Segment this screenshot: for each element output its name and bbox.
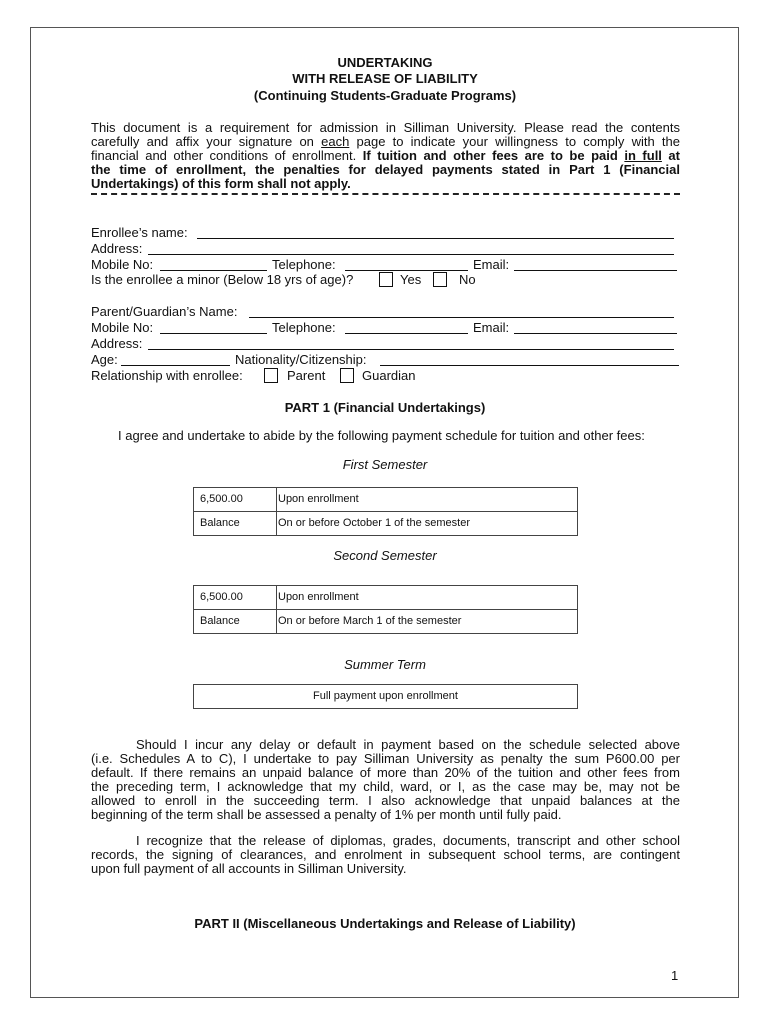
- dashed-divider: [91, 193, 680, 195]
- penalty-line-4: the preceding term, I acknowledge that my child, ward, or I, as the case may be, may not be: [91, 779, 680, 795]
- table-cell: On or before March 1 of the semester: [278, 615, 462, 627]
- second-semester-title: Second Semester: [333, 548, 437, 563]
- table-cell: 6,500.00: [194, 488, 277, 511]
- first-semester-table: [193, 487, 578, 536]
- guardian-age-label: Age:: [91, 352, 118, 367]
- part1-agree: I agree and undertake to abide by the following payment schedule for tuition and other fees:: [118, 428, 645, 443]
- table-row: [194, 586, 577, 609]
- part1-heading: PART 1 (Financial Undertakings): [284, 400, 486, 415]
- release-paragraph: [91, 834, 680, 876]
- enrollee-telephone-label: Telephone:: [272, 257, 336, 272]
- guardian-mobile-label: Mobile No:: [91, 320, 154, 335]
- guardian-address-field[interactable]: [148, 349, 674, 350]
- enrollee-address-field[interactable]: [148, 254, 674, 255]
- guardian-telephone-label: Telephone:: [272, 320, 336, 335]
- parent-label: Parent: [287, 368, 326, 383]
- table-cell: Full payment upon enrollment: [313, 690, 458, 702]
- guardian-age-field[interactable]: [121, 365, 230, 366]
- intro-line-5: Undertakings) of this form shall not apply.: [91, 176, 351, 192]
- summer-term-title: Summer Term: [344, 657, 426, 672]
- guardian-name-label: Parent/Guardian’s Name:: [91, 304, 238, 319]
- doc-title: UNDERTAKING: [337, 55, 433, 70]
- yes-label: Yes: [400, 272, 422, 287]
- enrollee-mobile-label: Mobile No:: [91, 257, 154, 272]
- table-row: [194, 488, 577, 511]
- release-line-1: I recognize that the release of diplomas, grades, documents, transcript and other school: [136, 833, 680, 848]
- intro-line-1: This document is a requirement for admission in Silliman University. Please read the contents: [91, 120, 680, 135]
- penalty-paragraph: [91, 738, 680, 823]
- parent-checkbox[interactable]: [264, 368, 278, 383]
- enrollee-name-label: Enrollee’s name:: [91, 225, 188, 240]
- guardian-nationality-label: Nationality/Citizenship:: [235, 352, 367, 367]
- guardian-email-field[interactable]: [514, 333, 677, 334]
- penalty-line-5: allowed to enroll in the succeeding term. I also acknowledge that unpaid balances at the: [91, 793, 680, 809]
- enrollee-name-field[interactable]: [197, 238, 674, 239]
- enrollee-mobile-field[interactable]: [160, 270, 267, 271]
- guardian-address-label: Address:: [91, 336, 143, 351]
- intro-line-2: carefully and affix your signature on each page to indicate your willingness to comply with the: [91, 134, 680, 150]
- minor-question: Is the enrollee a minor (Below 18 yrs of age)?: [91, 272, 354, 287]
- penalty-line-6: beginning of the term shall be assessed a penalty of 1% per month until fully paid.: [91, 807, 562, 823]
- table-cell: 6,500.00: [194, 586, 277, 609]
- table-cell: Upon enrollment: [278, 493, 359, 505]
- enrollee-telephone-field[interactable]: [345, 270, 468, 271]
- doc-program: (Continuing Students-Graduate Programs): [253, 88, 517, 103]
- guardian-nationality-field[interactable]: [380, 365, 679, 366]
- enrollee-email-field[interactable]: [514, 270, 677, 271]
- first-semester-title: First Semester: [342, 457, 428, 472]
- no-label: No: [459, 272, 476, 287]
- enrollee-email-label: Email:: [473, 257, 510, 272]
- guardian-telephone-field[interactable]: [345, 333, 468, 334]
- enrollee-address-label: Address:: [91, 241, 143, 256]
- intro-paragraph: [91, 121, 680, 191]
- summer-term-table: [193, 684, 578, 709]
- second-semester-table: [193, 585, 578, 634]
- table-cell: Balance: [194, 610, 277, 633]
- doc-subtitle: WITH RELEASE OF LIABILITY: [292, 71, 478, 86]
- penalty-line-2: (i.e. Schedules A to C), I undertake to pay Silliman University as penalty the sum P600.00 per: [91, 751, 680, 767]
- table-row: [194, 511, 577, 535]
- yes-checkbox[interactable]: [379, 272, 393, 287]
- guardian-email-label: Email:: [473, 320, 510, 335]
- page-number: 1: [671, 968, 679, 983]
- guardian-name-field[interactable]: [249, 317, 674, 318]
- intro-line-3: financial and other conditions of enrollment. If tuition and other fees are to be paid in full at: [91, 148, 680, 164]
- release-line-3: upon full payment of all accounts in Silliman University.: [91, 861, 407, 877]
- intro-line-4: the time of enrollment, the penalties for delayed payments stated in Part 1 (Financial: [91, 162, 680, 178]
- table-cell: Upon enrollment: [278, 591, 359, 603]
- guardian-checkbox[interactable]: [340, 368, 354, 383]
- penalty-line-3: default. If there remains an unpaid balance of more than 20% of the tuition and other fees from: [91, 765, 680, 781]
- table-row: [194, 609, 577, 633]
- release-line-2: records, the signing of clearances, and enrolment in subsequent school terms, are contingent: [91, 847, 680, 863]
- penalty-line-1: Should I incur any delay or default in payment based on the schedule selected above: [136, 737, 680, 752]
- guardian-mobile-field[interactable]: [160, 333, 267, 334]
- guardian-label: Guardian: [362, 368, 416, 383]
- table-cell: On or before October 1 of the semester: [278, 517, 470, 529]
- relationship-label: Relationship with enrollee:: [91, 368, 243, 383]
- part2-heading: PART II (Miscellaneous Undertakings and Release of Liability): [194, 916, 576, 931]
- table-cell: Balance: [194, 512, 277, 535]
- no-checkbox[interactable]: [433, 272, 447, 287]
